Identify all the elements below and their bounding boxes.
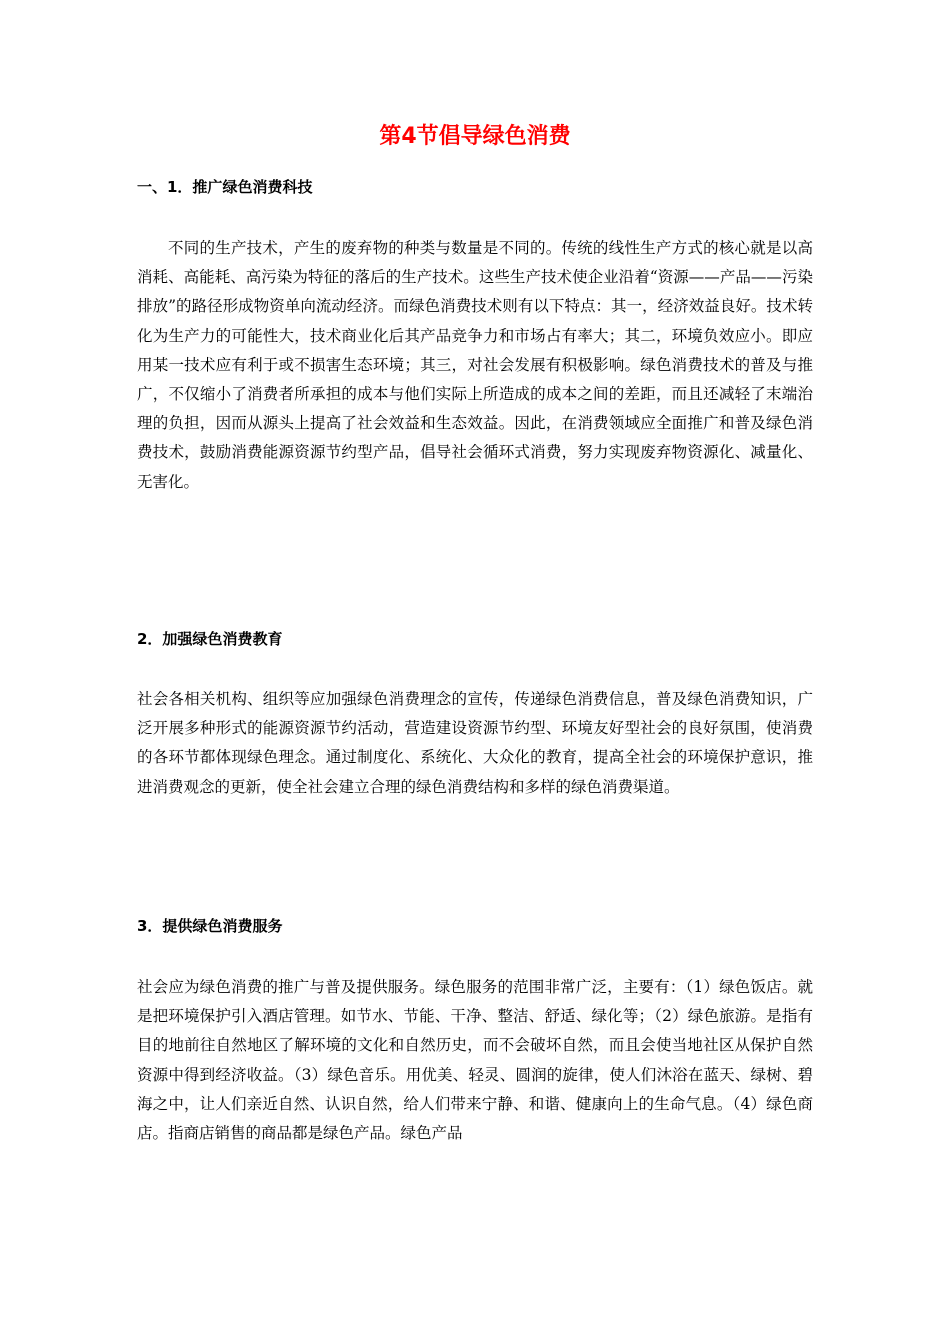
section-body-1: 不同的生产技术，产生的废弃物的种类与数量是不同的。传统的线性生产方式的核心就是以高消耗、高能耗、高污染为特征的落后的生产技术。这些生产技术使企业沿着“资源——产品——污染排放”的路径形成物资单向流动经济。而绿色消费技术则有以下特点：其一，经济效益良好。技术转化为生产力的可能性大，技术商业化后其产品竞争力和市场占有率大；其二，环境负效应小。即应用某一技术应有利于或不损害生态环境；其三，对社会发展有积极影响。绿色消费技术的普及与推广，不仅缩小了消费者所承担的成本与他们实际上所造成的成本之间的差距，而且还减轻了末端治理的负担，因而从源头上提高了社会效益和生态效益。因此，在消费领域应全面推广和普及绿色消费技术，鼓励消费能源资源节约型产品，倡导社会循环式消费，努力实现废弃物资源化、减量化、无害化。 xyxy=(137,239,813,491)
section-body-2: 社会各相关机构、组织等应加强绿色消费理念的宣传，传递绿色消费信息，普及绿色消费知识，广泛开展多种形式的能源资源节约活动，营造建设资源节约型、环境友好型社会的良好氛围，使消费的各环节都体现绿色理念。通过制度化、系统化、大众化的教育，提高全社会的环境保护意识，推进消费观念的更新，使全社会建立合理的绿色消费结构和多样的绿色消费渠道。 xyxy=(137,690,813,796)
section-heading-1: 一、1．推广绿色消费科技 xyxy=(137,178,313,196)
section-body-3: 社会应为绿色消费的推广与普及提供服务。绿色服务的范围非常广泛，主要有：（1）绿色饭店。就是把环境保护引入酒店管理。如节水、节能、干净、整洁、舒适、绿化等；（2）绿色旅游。是指有目的地前往自然地区了解环境的文化和自然历史，而不会破坏自然，而且会使当地社区从保护自然资源中得到经济收益。（3）绿色音乐。用优美、轻灵、圆润的旋律，使人们沐浴在蓝天、绿树、碧海之中，让人们亲近自然、认识自然，给人们带来宁静、和谐、健康向上的生命气息。（4）绿色商店。指商店销售的商品都是绿色产品。绿色产品 xyxy=(137,978,813,1143)
section-heading-2: 2．加强绿色消费教育 xyxy=(137,630,283,648)
section-heading-3: 3．提供绿色消费服务 xyxy=(137,917,283,935)
document-title: 第4节倡导绿色消费 xyxy=(379,124,571,149)
